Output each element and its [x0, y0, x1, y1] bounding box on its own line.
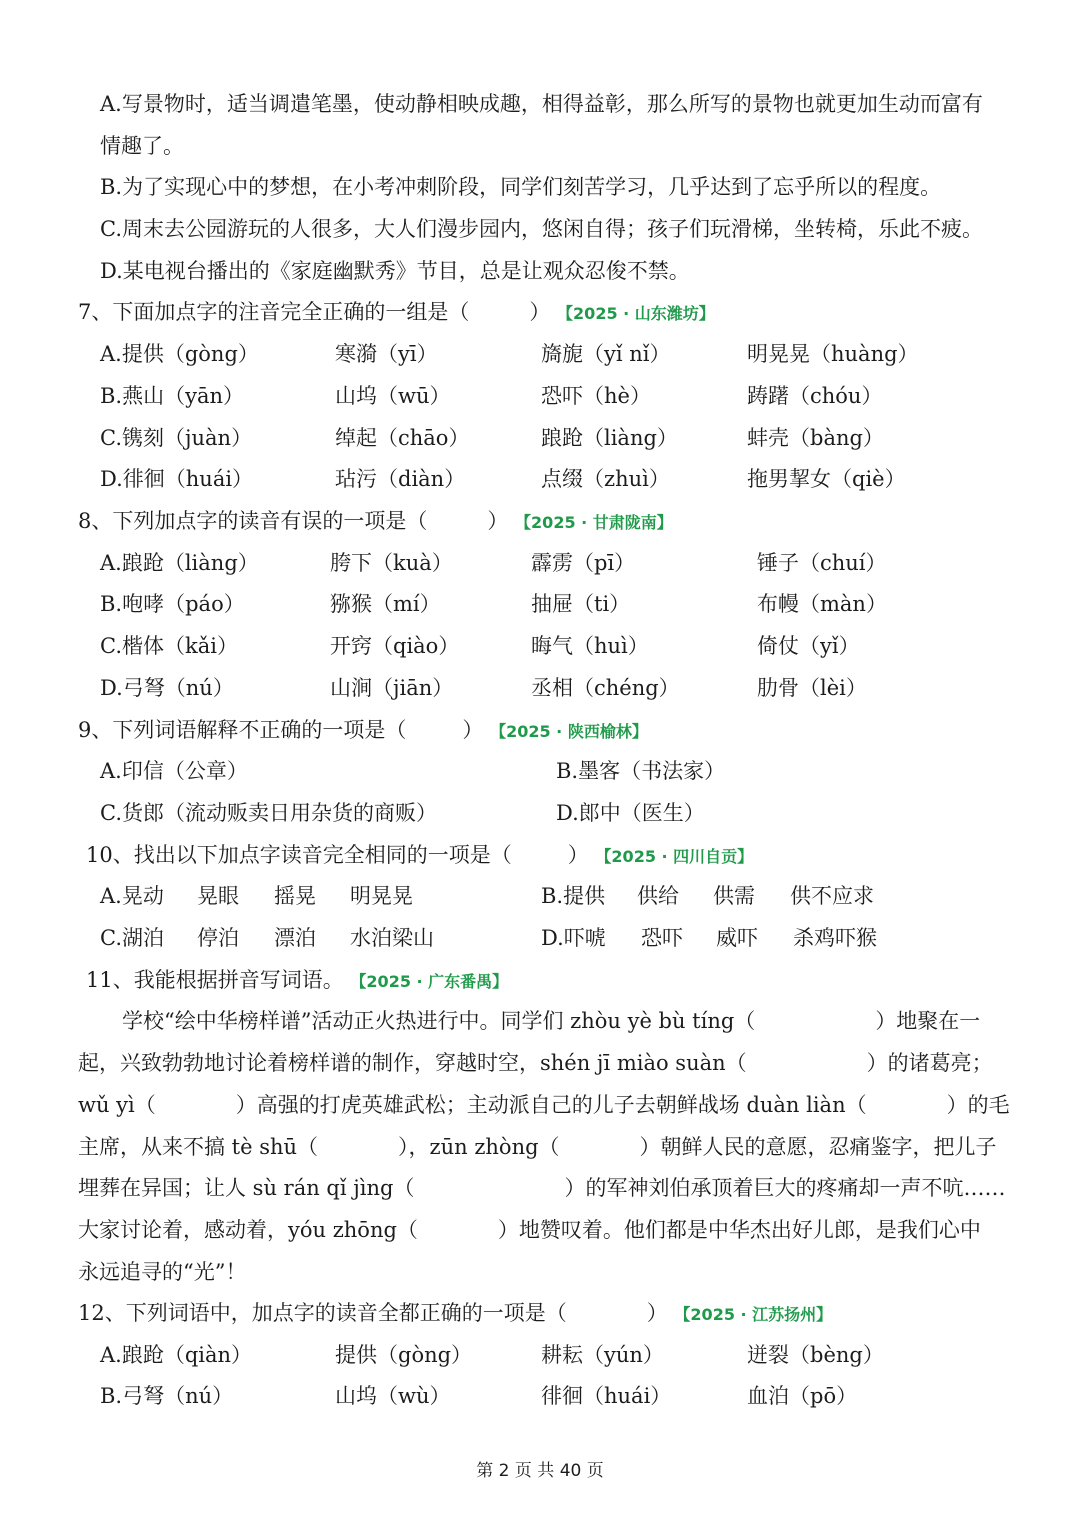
q8-option-c-4: 倚仗（yǐ）: [757, 634, 860, 658]
q7-option-a-1: A.提供（gòng）: [100, 342, 259, 366]
q10-d-word-4: 杀鸡吓猴: [793, 926, 877, 950]
q10-a-word-3: 摇晃: [274, 884, 316, 908]
q8-option-a-4: 锤子（chuí）: [757, 551, 887, 575]
q12-option-a-2: 提供（gòng）: [335, 1343, 473, 1367]
q8-option-a-1: A.踉跄（liàng）: [100, 551, 259, 575]
q10-c-word-4: 水泊梁山: [350, 926, 434, 950]
q10-source-tag: 【2025 · 四川自贡】: [595, 847, 754, 866]
q6-option-a-line1: A.写景物时，适当调遣笔墨，使动静相映成趣，相得益彰，那么所写的景物也就更加生动而富有: [100, 92, 983, 116]
q8-stem: [78, 506, 673, 538]
q11-passage-line6: [78, 1215, 981, 1245]
q11-line6-text-b: ）地赞叹着。他们都是中华杰出好儿郎，是我们心中: [497, 1218, 981, 1242]
q12-option-b-2: 山坞（wù）: [335, 1384, 451, 1408]
q8-source-tag: 【2025 · 甘肃陇南】: [515, 513, 673, 532]
q7-option-c-2: 绰起（chāo）: [335, 426, 470, 450]
q8-option-c-2: 开窍（qiào）: [330, 634, 460, 658]
q11-line6-text-a: 大家讨论着，感动着，yóu zhōng（: [78, 1218, 418, 1242]
q8-option-b-2: 猕猴（mí）: [330, 592, 441, 616]
q12-stem: [78, 1298, 832, 1330]
q9-option-a: A.印信（公章）: [100, 759, 248, 783]
q10-a-word-4: 明晃晃: [350, 884, 413, 908]
q10-d-word-1: D.吓唬: [541, 926, 606, 950]
q12-option-a-3: 耕耘（yún）: [541, 1343, 664, 1367]
q12-option-a-4: 迸裂（bèng）: [747, 1343, 884, 1367]
q8-option-a-3: 霹雳（pī）: [531, 551, 636, 575]
q7-option-d-4: 拖男挈女（qiè）: [747, 467, 906, 491]
q7-option-c-4: 蚌壳（bàng）: [747, 426, 884, 450]
q10-b-word-2: 供给: [637, 884, 679, 908]
q12-stem-text: 12、下列词语中，加点字的读音全都正确的一项是（: [78, 1301, 567, 1325]
q11-passage-line5: [78, 1173, 1005, 1203]
q6-option-a-line2: 情趣了。: [100, 134, 184, 158]
q7-option-d-3: 点缀（zhuì）: [541, 467, 670, 491]
q11-passage-line7: 永远追寻的“光”！: [78, 1260, 247, 1284]
q8-option-c-1: C.楷体（kǎi）: [100, 634, 238, 658]
q9-stem-close: ）: [462, 718, 484, 742]
q7-option-a-2: 寒漪（yī）: [335, 342, 438, 366]
q7-stem-text: 7、下面加点字的注音完全正确的一组是（: [78, 300, 470, 324]
q12-stem-close: ）: [646, 1301, 668, 1325]
q7-stem: [78, 297, 715, 329]
q11-line4-text-b: ），zūn zhòng（: [398, 1135, 560, 1159]
q7-option-d-1: D.徘徊（huái）: [100, 467, 254, 491]
q6-option-c: C.周末去公园游玩的人很多，大人们漫步园内，悠闲自得；孩子们玩滑梯，坐转椅，乐此不疲。: [100, 217, 983, 241]
q10-stem-text: 10、找出以下加点字读音完全相同的一项是（: [86, 843, 512, 867]
q11-line3-text-b: ）高强的打虎英雄武松；主动派自己的儿子去朝鲜战场 duàn liàn（: [235, 1093, 867, 1117]
q8-option-b-3: 抽屉（ti）: [531, 592, 631, 616]
q9-stem: [78, 715, 648, 747]
q9-option-d: D.郎中（医生）: [556, 801, 705, 825]
q7-option-b-1: B.燕山（yān）: [100, 384, 245, 408]
q11-source-tag: 【2025 · 广东番禺】: [350, 972, 509, 991]
q11-line4-text-a: 主席，从来不搞 tè shū（: [78, 1135, 319, 1159]
q11-line1-text-a: 学校“绘中华榜样谱”活动正火热进行中。同学们 zhòu yè bù tíng（: [122, 1009, 756, 1033]
q8-option-d-3: 丞相（chéng）: [531, 676, 680, 700]
q11-line5-text-a: 埋葬在异国；让人 sù rán qǐ jìng（: [78, 1176, 415, 1200]
q11-line3-text-a: wǔ yì（: [78, 1093, 156, 1117]
q6-option-b: B.为了实现心中的梦想，在小考冲刺阶段，同学们刻苦学习，几乎达到了忘乎所以的程度。: [100, 175, 942, 199]
q7-option-c-3: 踉跄（liàng）: [541, 426, 678, 450]
page-number-footer: 第 2 页 共 40 页: [476, 1461, 604, 1481]
q7-option-a-4: 明晃晃（huàng）: [747, 342, 919, 366]
q11-passage-line4: [78, 1132, 997, 1162]
q8-option-a-2: 胯下（kuà）: [330, 551, 453, 575]
q8-stem-close: ）: [487, 509, 509, 533]
q11-passage-line1: [122, 1006, 980, 1036]
q9-option-c: C.货郎（流动贩卖日用杂货的商贩）: [100, 801, 437, 825]
q7-option-b-4: 踌躇（chóu）: [747, 384, 883, 408]
q10-b-word-3: 供需: [713, 884, 755, 908]
q10-c-word-2: 停泊: [197, 926, 239, 950]
q11-line2-text-b: ）的诸葛亮；: [866, 1051, 993, 1075]
q7-option-c-1: C.镌刻（juàn）: [100, 426, 253, 450]
q10-c-word-1: C.湖泊: [100, 926, 164, 950]
q9-stem-text: 9、下列词语解释不正确的一项是（: [78, 718, 407, 742]
q10-d-word-2: 恐吓: [641, 926, 683, 950]
q10-b-word-4: 供不应求: [790, 884, 874, 908]
q11-line5-text-b: ）的军神刘伯承顶着巨大的疼痛却一声不吭……: [564, 1176, 1006, 1200]
q11-line1-text-b: ）地聚在一: [875, 1009, 981, 1033]
q12-source-tag: 【2025 · 江苏扬州】: [674, 1305, 833, 1324]
q8-option-d-2: 山涧（jiān）: [330, 676, 454, 700]
q7-stem-close: ）: [529, 300, 551, 324]
q12-option-b-1: B.弓弩（nú）: [100, 1384, 234, 1408]
q7-option-d-2: 玷污（diàn）: [335, 467, 466, 491]
q12-option-b-4: 血泊（pō）: [747, 1384, 858, 1408]
q8-option-b-4: 布幔（màn）: [757, 592, 887, 616]
q11-stem: [86, 965, 508, 997]
q8-option-d-1: D.弓弩（nú）: [100, 676, 234, 700]
q7-source-tag: 【2025 · 山东潍坊】: [557, 304, 715, 323]
q8-stem-text: 8、下列加点字的读音有误的一项是（: [78, 509, 428, 533]
q12-option-b-3: 徘徊（huái）: [541, 1384, 672, 1408]
q11-line3-text-c: ）的毛: [946, 1093, 1010, 1117]
q8-option-d-4: 肋骨（lèi）: [757, 676, 867, 700]
q12-option-a-1: A.踉跄（qiàn）: [100, 1343, 253, 1367]
q10-a-word-1: A.晃动: [100, 884, 164, 908]
q10-stem: [86, 840, 753, 872]
q7-option-b-3: 恐吓（hè）: [541, 384, 651, 408]
q10-a-word-2: 晃眼: [197, 884, 239, 908]
q11-stem-text: 11、我能根据拼音写词语。: [86, 968, 344, 992]
q7-option-a-3: 旖旎（yǐ nǐ）: [541, 342, 671, 366]
q7-option-b-2: 山坞（wū）: [335, 384, 451, 408]
q11-line4-text-c: ）朝鲜人民的意愿，忍痛鉴字，把儿子: [639, 1135, 997, 1159]
q8-option-b-1: B.咆哮（páo）: [100, 592, 245, 616]
q10-d-word-3: 威吓: [716, 926, 758, 950]
q11-line2-text-a: 起，兴致勃勃地讨论着榜样谱的制作，穿越时空，shén jī miào suàn（: [78, 1051, 747, 1075]
q9-source-tag: 【2025 · 陕西榆林】: [490, 722, 648, 741]
q10-stem-close: ）: [567, 843, 589, 867]
q11-passage-line2: [78, 1048, 993, 1078]
q8-option-c-3: 晦气（huì）: [531, 634, 649, 658]
q11-passage-line3: [78, 1090, 1010, 1120]
q6-option-d: D.某电视台播出的《家庭幽默秀》节目，总是让观众忍俊不禁。: [100, 259, 690, 283]
q10-b-word-1: B.提供: [541, 884, 606, 908]
q9-option-b: B.墨客（书法家）: [556, 759, 726, 783]
q10-c-word-3: 漂泊: [274, 926, 316, 950]
